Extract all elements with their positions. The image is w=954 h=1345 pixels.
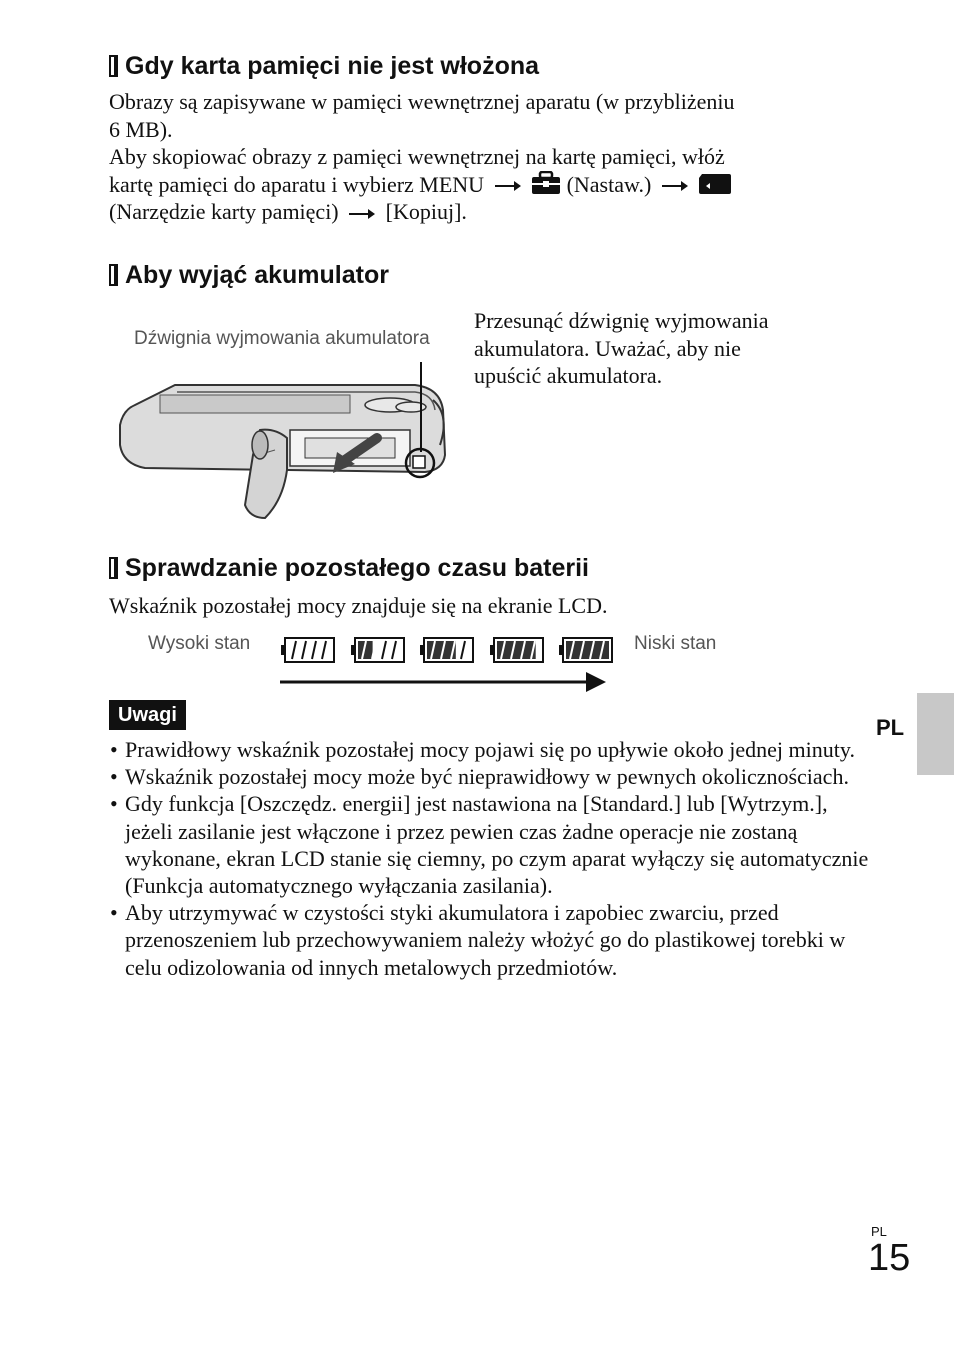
section-title-battery-check: Sprawdzanie pozostałego czasu baterii — [109, 553, 589, 583]
list-item: • Gdy funkcja [Oszczędz. energii] jest nastawiona na [Standard.] lub [Wytrzym.], jeżeli zasilanie jest włączone i przez pewien czas żadne operacje nie zostaną wykonane, ekran LCD stanie się ciemny, po czym aparat wyłączy się automatycznie (Funkcja automatycznego wyłączania zasilania). — [109, 790, 869, 899]
battery-indicator-text: Wskaźnik pozostałej mocy znajduje się na ekranie LCD. — [109, 593, 608, 618]
section-title-no-card: Gdy karta pamięci nie jest włożona — [109, 51, 539, 81]
toolbox-icon — [531, 171, 561, 195]
language-tab-label: PL — [876, 715, 905, 740]
section-title-remove-battery: Aby wyjąć akumulator — [109, 260, 389, 290]
notes-list — [109, 736, 869, 981]
battery-level-icon — [490, 637, 544, 663]
paragraph-internal-memory: Obrazy są zapisywane w pamięci wewnętrznej aparatu (w przybliżeniu 6 MB). Aby skopiować obrazy z pamięci wewnętrznej na kartę pamięci, włóż kartę pamięci do aparatu i wybierz MENU (Nastaw.) (Narzędzie karty pamięci) [Kopiuj]. — [109, 89, 735, 224]
language-tab-marker — [917, 693, 954, 775]
memory-card-icon — [698, 173, 732, 195]
battery-level-icon — [351, 637, 405, 663]
section-marker-icon — [109, 55, 118, 77]
camera-illustration — [115, 360, 455, 525]
battery-level-icon — [420, 637, 474, 663]
right-arrow-icon — [348, 208, 376, 220]
right-arrow-icon — [661, 180, 689, 192]
section-marker-icon — [109, 264, 118, 286]
battery-level-icon — [281, 637, 335, 663]
notes-label: Uwagi — [109, 700, 186, 730]
label-high-charge: Wysoki stan — [148, 633, 251, 654]
menu-path-line: kartę pamięci do aparatu i wybierz MENU (Nastaw.) — [109, 171, 735, 199]
battery-lever-callout: Dźwignia wyjmowania akumulatora — [134, 328, 430, 349]
list-item: • Prawidłowy wskaźnik pozostałej mocy pojawi się po upływie około jednej minuty. — [109, 736, 869, 763]
level-direction-arrow — [280, 671, 608, 693]
remove-battery-instructions: Przesunąć dźwignię wyjmowania akumulatora. Uważać, aby nie upuścić akumulatora. — [474, 308, 769, 388]
menu-path-line-2: (Narzędzie karty pamięci) [Kopiuj]. — [109, 199, 467, 224]
right-arrow-icon — [494, 180, 522, 192]
page-language: PL — [871, 1224, 887, 1239]
list-item: • Aby utrzymywać w czystości styki akumulatora i zapobiec zwarciu, przed przenoszeniem lub przechowywaniem należy włożyć go do plastikowej torebki w celu odizolowania od innych metalowych przedmiotów. — [109, 899, 869, 981]
battery-level-icon — [559, 637, 613, 663]
label-low-charge: Niski stan — [634, 633, 717, 654]
section-marker-icon — [109, 557, 118, 579]
list-item: • Wskaźnik pozostałej mocy może być nieprawidłowy w pewnych okolicznościach. — [109, 763, 869, 790]
page-number: 15 — [868, 1237, 911, 1279]
